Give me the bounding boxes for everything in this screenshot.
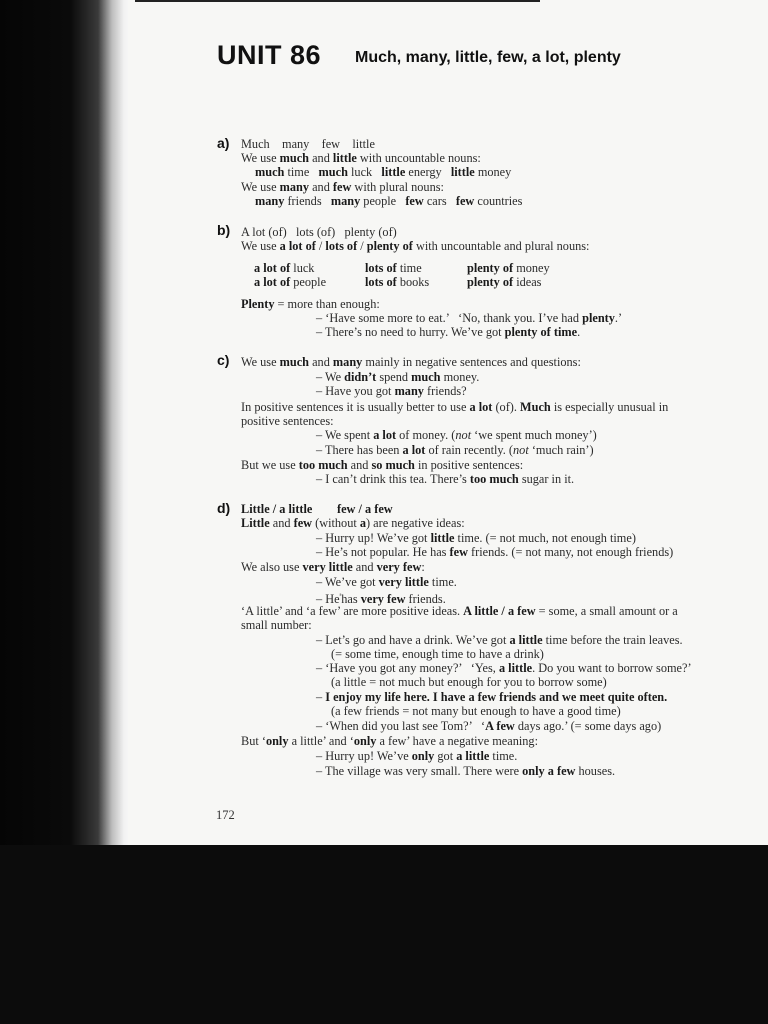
- section-d-example-1: – Hurry up! We’ve got little time. (= not much, not enough time): [316, 531, 636, 545]
- section-a-line-1: We use much and little with uncountable nouns:: [241, 151, 481, 165]
- section-c-line-3: positive sentences:: [241, 414, 334, 428]
- section-c-line-4: But we use too much and so much in positive sentences:: [241, 458, 524, 472]
- section-a-label: a): [217, 135, 230, 151]
- section-a-line-3: We use many and few with plural nouns:: [241, 180, 444, 194]
- section-d-line-4: small number:: [241, 618, 312, 632]
- example-lots-of-books: lots of books: [365, 275, 430, 289]
- section-d-example-6-note: (a little = not much but enough for you to borrow some): [331, 675, 607, 689]
- example-a-lot-of-people: a lot of people: [254, 275, 327, 289]
- background-below-page: [0, 845, 768, 1024]
- section-d-example-8: – ‘When did you last see Tom?’ ‘A few days ago.’ (= some days ago): [316, 719, 662, 733]
- section-c-example-3: – We spent a lot of money. (not ‘we spent much money’): [316, 428, 597, 442]
- page-number: 172: [216, 808, 235, 822]
- section-b-line-1: We use a lot of / lots of / plenty of with uncountable and plural nouns:: [241, 239, 590, 253]
- section-d-line-3: ‘A little’ and ‘a few’ are more positive ideas. A little / a few = some, a small amount or a: [241, 604, 678, 618]
- example-plenty-of-money: plenty of money: [467, 261, 550, 275]
- section-b-example-2: – There’s no need to hurry. We’ve got plenty of time.: [316, 325, 581, 339]
- section-b-example-1: – ‘Have some more to eat.’ ‘No, thank you. I’ve had plenty.’: [316, 311, 623, 325]
- section-c-example-1: – We didn’t spend much money.: [316, 370, 480, 384]
- section-d-example-7-note: (a few friends = not many but enough to have a good time): [331, 704, 621, 718]
- section-c-label: c): [217, 352, 230, 368]
- section-c-example-5: – I can’t drink this tea. There’s too much sugar in it.: [316, 472, 575, 486]
- section-d-example-10: – The village was very small. There were only a few houses.: [316, 764, 616, 778]
- unit-title: Much, many, little, few, a lot, plenty: [355, 49, 621, 66]
- section-a-line-4: many friends many people few cars few countries: [255, 194, 523, 208]
- section-d-example-6: – ‘Have you got any money?’ ‘Yes, a little. Do you want to borrow some?’: [316, 661, 692, 675]
- example-lots-of-time: lots of time: [365, 261, 422, 275]
- section-d-line-5: But ‘only a little’ and ‘only a few’ have a negative meaning:: [241, 734, 538, 748]
- section-a-line-2: much time much luck little energy little money: [255, 165, 512, 179]
- section-d-example-7: – I enjoy my life here. I have a few friends and we meet quite often.: [316, 690, 668, 704]
- section-d-example-5: – Let’s go and have a drink. We’ve got a little time before the train leaves.: [316, 633, 683, 647]
- section-d-example-3: – We’ve got very little time.: [316, 575, 457, 589]
- unit-number: UNIT 86: [217, 40, 322, 70]
- section-b-label: b): [217, 222, 231, 238]
- example-plenty-of-ideas: plenty of ideas: [467, 275, 542, 289]
- section-d-example-9: – Hurry up! We’ve only got a little time.: [316, 749, 518, 763]
- section-c-example-4: – There has been a lot of rain recently. (not ‘much rain’): [316, 443, 594, 457]
- section-a-heading: Much many few little: [241, 137, 375, 151]
- example-a-lot-of-luck: a lot of luck: [254, 261, 315, 275]
- section-d-heading: Little / a little few / a few: [241, 502, 393, 516]
- section-d-line-2: We also use very little and very few:: [241, 560, 425, 574]
- section-d-label: d): [217, 500, 231, 516]
- page-top-edge: [135, 0, 540, 2]
- section-b-heading: A lot (of) lots (of) plenty (of): [241, 225, 397, 239]
- section-d-example-5-note: (= some time, enough time to have a drink): [331, 647, 544, 661]
- section-d-example-2: – He’s not popular. He has few friends. (= not many, not enough friends): [316, 545, 674, 559]
- section-d-line-1: Little and few (without a) are negative ideas:: [241, 516, 465, 530]
- book-spine-shadow: [0, 0, 130, 845]
- section-c-example-2: – Have you got many friends?: [316, 384, 467, 398]
- section-b-plenty-definition: Plenty = more than enough:: [241, 297, 380, 311]
- section-c-line-2: In positive sentences it is usually better to use a lot (of). Much is especially unusual in: [241, 400, 669, 414]
- section-c-line-1: We use much and many mainly in negative sentences and questions:: [241, 355, 581, 369]
- section-d-example-4: – $He^ˢhas$ very few friends.: [316, 591, 446, 607]
